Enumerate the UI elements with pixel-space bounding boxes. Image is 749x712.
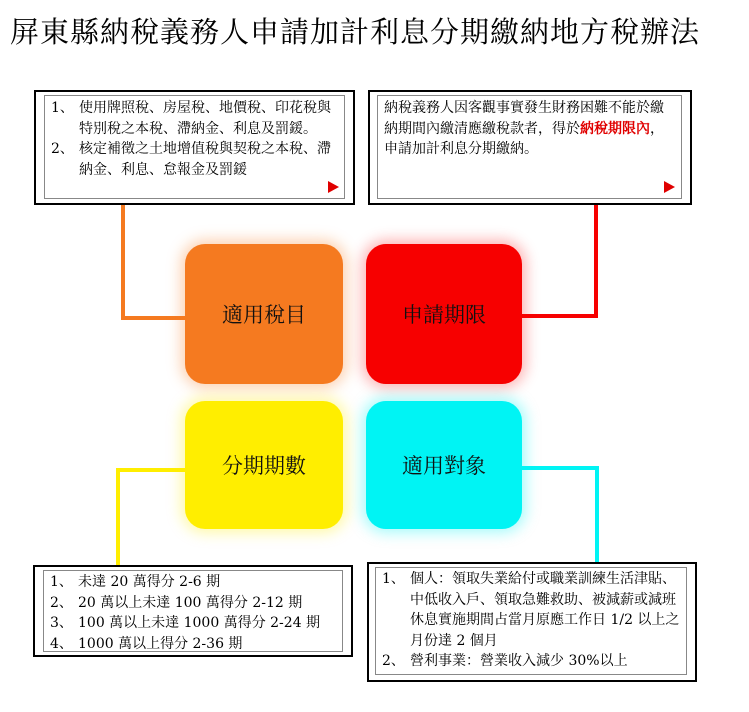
list-item (50, 634, 340, 655)
installments-inner (43, 570, 343, 652)
more-arrow-icon[interactable] (664, 181, 675, 193)
deadline-text (384, 98, 677, 160)
list-item-text: 100 萬以上未達 1000 萬得分 2-24 期 (78, 615, 321, 631)
connector-installments (118, 470, 185, 566)
list-item-text: 1000 萬以上得分 2-36 期 (78, 635, 243, 652)
list-item-number: 2、 (51, 141, 74, 157)
list-item-number: 1、 (51, 100, 74, 116)
list-item-text: 20 萬以上未達 100 萬得分 2-12 期 (78, 594, 303, 611)
connector-tax-items (123, 203, 185, 318)
list-item-number: 4、 (50, 635, 73, 652)
installments-box (33, 565, 353, 657)
tile-tax-items-label: 適用稅目 (222, 303, 306, 327)
eligible-box (367, 562, 697, 682)
tile-eligible-label: 適用對象 (402, 454, 486, 478)
list-item-number: 1、 (382, 571, 405, 587)
list-item-text: 使用牌照稅、房屋稅、地價稅、印花稅與特別稅之本稅、滯納金、利息及罰鍰。 (79, 100, 331, 137)
deadline-box (368, 90, 692, 205)
list-item-number: 2、 (382, 653, 405, 669)
tax-items-list (51, 98, 342, 180)
list-item-number: 2、 (50, 594, 73, 611)
list-item (382, 569, 684, 651)
list-item-text: 核定補徵之土地增值稅與契稅之本稅、滯納金、利息、怠報金及罰鍰 (79, 141, 331, 178)
list-item-text: 未達 20 萬得分 2-6 期 (78, 574, 221, 590)
list-item (51, 139, 342, 180)
deadline-highlight: 納稅期限內 (580, 120, 650, 137)
deadline-text-before: 納稅義務人因客觀事實發生財務困難不能於繳納期間內繳清應繳稅款者，得於 (384, 100, 664, 137)
more-arrow-icon[interactable] (328, 181, 339, 193)
eligible-inner (375, 567, 687, 675)
tax-items-inner (44, 95, 345, 199)
list-item (50, 613, 340, 634)
list-item-number: 1、 (50, 574, 73, 590)
deadline-inner (377, 95, 682, 199)
tile-deadline (366, 244, 522, 384)
connector-eligible (522, 468, 597, 563)
list-item-text: 個人：領取失業給付或職業訓練生活津貼、中低收入戶、領取急難救助、被減薪或減班休息實施期間占當月原應工作日 1/2 以上之月份達 2 個月 (410, 571, 680, 649)
installments-list (50, 572, 340, 654)
list-item (382, 651, 684, 672)
list-item (50, 572, 340, 593)
tax-items-box (34, 90, 355, 205)
list-item-text: 營利事業：營業收入減少 30%以上 (410, 653, 628, 669)
list-item (51, 98, 342, 139)
page-title: 屏東縣納稅義務人申請加計利息分期繳納地方稅辦法 (10, 15, 701, 49)
tile-tax-items (185, 244, 343, 384)
eligible-list (382, 569, 684, 672)
list-item-number: 3、 (50, 615, 73, 631)
tile-eligible (366, 401, 522, 529)
tile-installments-label: 分期期數 (222, 454, 306, 478)
tile-installments (185, 401, 343, 529)
deadline-text-after: ，申請加計利息分期繳納。 (384, 120, 664, 157)
tile-deadline-label: 申請期限 (402, 303, 486, 327)
list-item (50, 593, 340, 614)
connector-deadline (522, 203, 596, 316)
